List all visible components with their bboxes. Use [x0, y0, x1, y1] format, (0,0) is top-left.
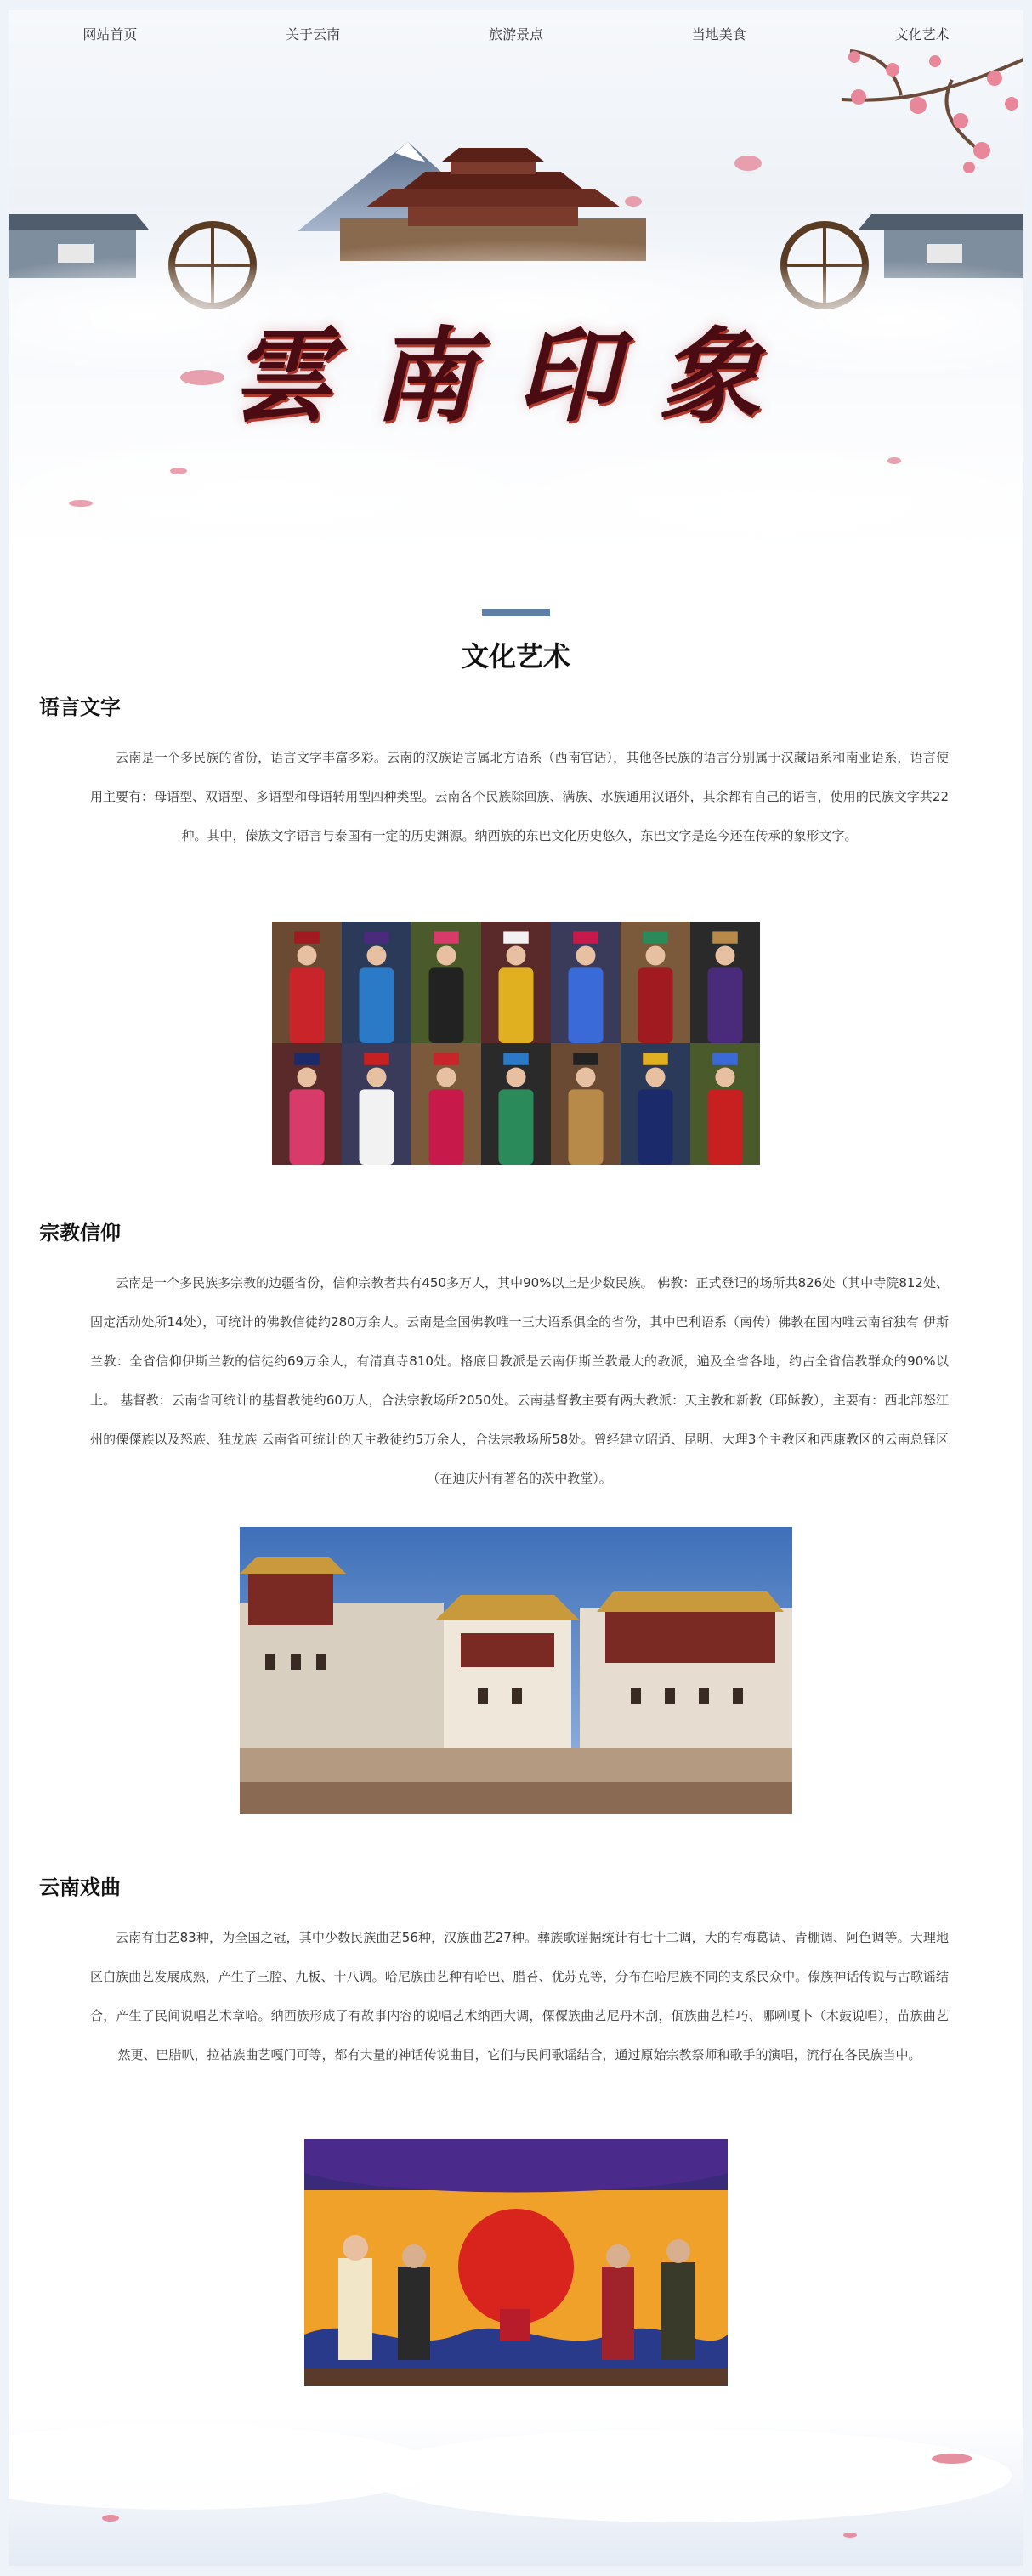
footer-clouds	[9, 2416, 1023, 2566]
block-title-religion: 宗教信仰	[39, 1221, 121, 1245]
costume-portrait	[551, 1043, 621, 1165]
costume-portrait	[342, 1043, 411, 1165]
costume-portrait	[621, 1043, 690, 1165]
nav-about-link[interactable]: 关于云南	[286, 26, 341, 43]
costume-portrait	[272, 922, 342, 1043]
costume-portrait	[342, 922, 411, 1043]
paragraph: 云南是一个多民族的省份，语言文字丰富多彩。云南的汉族语言属北方语系（西南官话），其他各民族的语言分别属于汉藏语系和南亚语系，语言使用主要有：母语型、双语型、多语型和母语转用型四种类型。云南各个民族除回族、满族、水族通用汉语外，其余都有自己的语言，使用的民族文字共22种。其中，傣族文字语言与泰国有一定的历史渊源。纳西族的东巴文化历史悠久，东巴文字是迄今还在传承的象形文字。	[90, 750, 949, 843]
costume-portrait	[272, 1043, 342, 1165]
nav-food-link[interactable]: 当地美食	[691, 26, 746, 43]
ethnic-costumes-photo	[272, 922, 760, 1165]
costume-portrait	[690, 922, 760, 1043]
costume-portrait	[411, 922, 481, 1043]
monastery-photo	[240, 1527, 792, 1814]
opera-stage-photo	[304, 2139, 728, 2386]
block-title-opera: 云南戏曲	[39, 1875, 121, 1899]
section-accent-bar	[482, 609, 550, 616]
hero-banner	[9, 10, 1023, 554]
block-text-religion	[90, 1263, 949, 1498]
banner-title: 雲南印象	[230, 316, 802, 436]
opera-stage-image	[304, 2139, 728, 2386]
paragraph: 云南有曲艺83种，为全国之冠，其中少数民族曲艺56种，汉族曲艺27种。彝族歌谣据统计有七十二调，大的有梅葛调、青棚调、阿色调等。大理地区白族曲艺发展成熟，产生了三腔、九板、十八调。哈尼族曲艺种有哈巴、腊苔、优苏克等，分布在哈尼族不同的支系民众中。傣族神话传说与古歌谣结合，产生了民间说唱艺术章哈。纳西族形成了有故事内容的说唱艺术纳西大调，傈僳族曲艺尼丹木刮，佤族曲艺柏巧、哪咧嘎卜（木鼓说唱），苗族曲艺然更、巴腊叭，拉祜族曲艺嘎门可等，都有大量的神话传说曲目，它们与民间歌谣结合，通过原始宗教祭师和歌手的演唱，流行在各民族当中。	[90, 1930, 949, 2063]
costume-portrait	[690, 1043, 760, 1165]
block-text-language	[90, 738, 949, 855]
page	[9, 10, 1023, 2566]
section-title: 文化艺术	[461, 640, 570, 672]
monastery-image	[240, 1527, 792, 1814]
paragraph: 云南是一个多民族多宗教的边疆省份，信仰宗教者共有450多万人，其中90%以上是少数民族。 佛教：正式登记的场所共826处（其中寺院812处、固定活动处所14处），可统计的佛教信徒约280万余人。云南是全国佛教唯一三大语系俱全的省份，其中巴利语系（南传）佛教在国内唯云南省独有 伊斯兰教：全省信仰伊斯兰教的信徒约69万余人，有清真寺810处。格底目教派是云南伊斯兰教最大的教派，遍及全省各地，约占全省信教群众的90%以上。 基督教：云南省可统计的基督教徒约60万人，合法宗教场所2050处。云南基督教主要有两大教派：天主教和新教（耶稣教），主要有：西北部怒江州的傈僳族以及怒族、独龙族 云南省可统计的天主教徒约5万余人，合法宗教场所58处。曾经建立昭通、昆明、大理3个主教区和西康教区的云南总铎区（在迪庆州有著名的茨中教堂）。	[90, 1275, 949, 1486]
costume-portrait	[411, 1043, 481, 1165]
top-nav	[9, 10, 1023, 56]
footer-decoration	[9, 2416, 1023, 2566]
ethnic-costumes-grid	[272, 922, 760, 1165]
costume-portrait	[551, 922, 621, 1043]
block-title-language: 语言文字	[39, 695, 121, 719]
nav-culture-link[interactable]: 文化艺术	[894, 26, 950, 43]
section-heading	[9, 609, 1023, 674]
banner-scenery	[9, 10, 1023, 554]
costume-portrait	[481, 1043, 551, 1165]
costume-portrait	[621, 922, 690, 1043]
nav-attractions-link[interactable]: 旅游景点	[488, 26, 543, 43]
costume-portrait	[481, 922, 551, 1043]
block-text-opera	[90, 1918, 949, 2074]
nav-home-link[interactable]: 网站首页	[82, 26, 138, 43]
